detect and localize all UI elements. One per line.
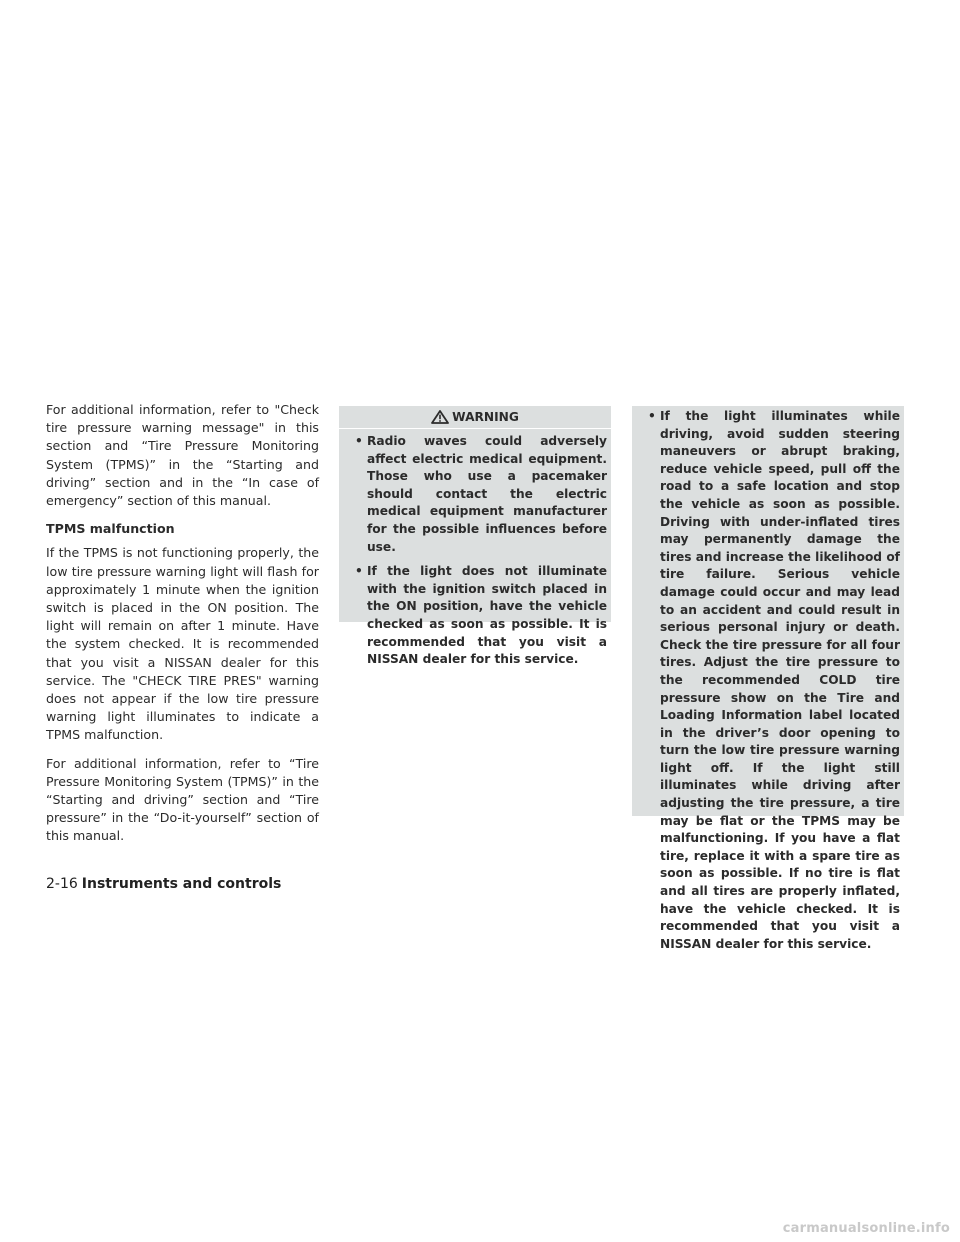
warning-item-light-not-illuminate <box>355 563 607 669</box>
warning-box <box>339 406 611 667</box>
page-footer <box>46 876 281 892</box>
subheading-tpms-malfunction: TPMS malfunction <box>46 521 175 537</box>
watermark: carmanualsonline.info <box>782 1221 950 1236</box>
warning-box-continued <box>632 406 904 951</box>
warning-item-text: If the light illuminates while driving, avoid sudden steering maneuvers or abrupt braking, reduce vehicle speed, pull off the road to a safe location and stop the vehicle as soon as possible. Driving with under-inflated tires may permanently damage the tires and increase the likelihood of tire failure. Serious vehicle damage could occur and may lead to an accident and could result in serious personal injury or death. Check the tire pressure for all four tires. Adjust the tire pressure to the recommended COLD tire pressure show on the Tire and Loading Information label located in the driver’s door opening to turn the low tire pressure warning light off. If the light still illuminates while driving after adjusting the tire pressure, a tire may be flat or the TPMS may be malfunctioning. If you have a flat tire, replace it with a spare tire as soon as possible. If no tire is flat and all tires are properly inflated, have the vehicle checked. It is recommended that you visit a NISSAN dealer for this service. <box>660 409 900 951</box>
paragraph-further-info: For additional information, refer to “Tire Pressure Monitoring System (TPMS)” in the “Starting and driving” section and “Tire pressure” in the “Do-it-yourself” section of this manual. <box>46 755 319 844</box>
section-title: Instruments and controls <box>81 876 282 892</box>
bullet: • <box>355 434 363 448</box>
bullet: • <box>355 564 363 579</box>
warning-item-radio-waves <box>355 433 607 556</box>
paragraph-tpms-malfunction: If the TPMS is not functioning properly, the low tire pressure warning light will flash for approximately 1 minute when the ignition switch is placed in the ON position. The light will remain on after 1 minute. Have the system checked. It is recommended that you visit a NISSAN dealer for this service. The "CHECK TIRE PRES" warning does not appear if the low tire pressure warning light illuminates to indicate a TPMS malfunction. <box>46 545 319 743</box>
warning-list <box>355 433 607 676</box>
page-number: 2-16 <box>46 876 78 892</box>
paragraph-additional-info: For additional information, refer to "Check tire pressure warning message" in this section and “Tire Pressure Monitoring System (TPMS)” in the “Starting and driving” section and in the “In case of emergency” section of this manual. <box>46 402 319 509</box>
body-text-column <box>46 401 319 856</box>
warning-triangle-icon <box>431 410 449 424</box>
warning-item-text: If the light does not illuminate with the ignition switch placed in the ON position, have the vehicle checked as soon as possible. It is recommended that you visit a NISSAN dealer for this service. <box>367 564 607 667</box>
warning-title: WARNING <box>452 410 519 424</box>
warning-item-text: Radio waves could adversely affect electric medical equipment. Those who use a pacemaker should contact the electric medical equipment manufacturer for the possible influences before use. <box>367 434 607 554</box>
warning-list-continued <box>648 408 900 953</box>
bullet: • <box>648 409 656 423</box>
warning-header <box>339 406 611 429</box>
warning-item-light-illuminates-driving <box>648 408 900 953</box>
